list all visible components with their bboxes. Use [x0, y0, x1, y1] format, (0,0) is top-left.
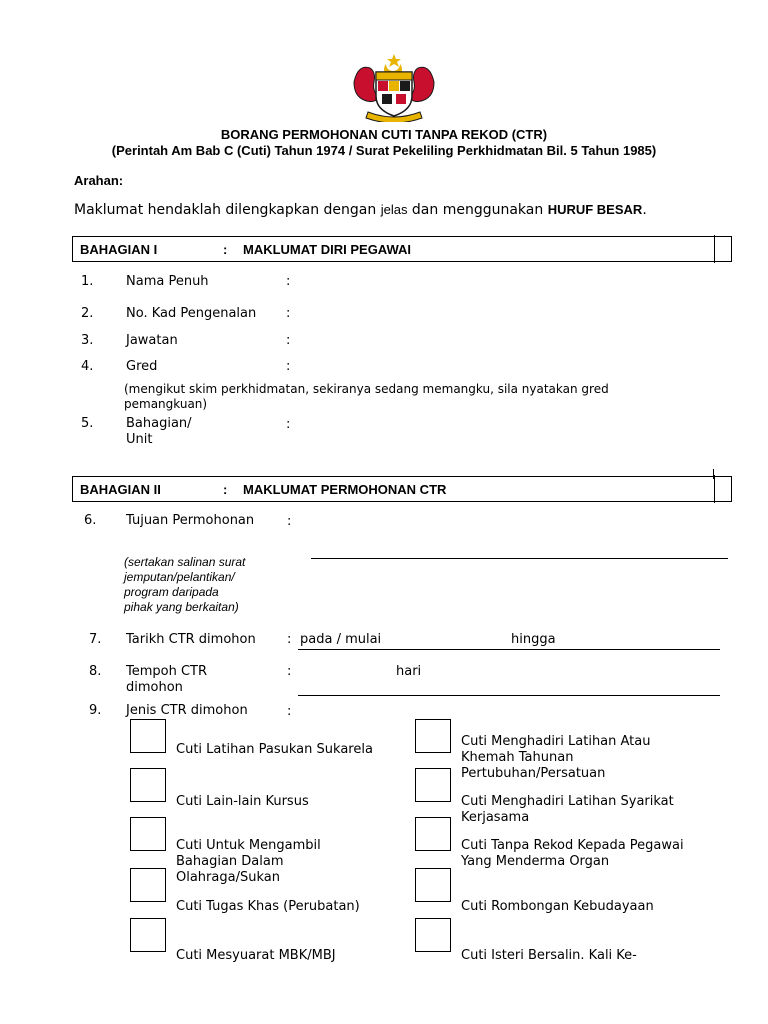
option-latihan-pasukan-sukarela: Cuti Latihan Pasukan Sukarela [176, 742, 373, 757]
q8-number: 8. [89, 664, 102, 679]
section-2-divider [714, 475, 715, 503]
instructions-heading: Arahan: [74, 173, 124, 188]
q8-label-line-2: dimohon [126, 680, 183, 695]
field-2-colon: : [286, 306, 291, 321]
field-5-label [126, 416, 192, 448]
section-2-header [72, 476, 732, 502]
q9-colon: : [287, 704, 292, 719]
q6-note-line-2: jemputan/pelantikan/ [124, 570, 235, 584]
field-5-label-line-2: Unit [126, 432, 153, 447]
gred-note-line-1: (mengikut skim perkhidmatan, sekiranya sedang memangku, sila nyatakan gred [124, 382, 609, 396]
option-latihan-khemah-tahunan [461, 734, 650, 782]
checkbox-olahraga-sukan[interactable] [130, 817, 166, 851]
field-3-label: Jawatan [126, 333, 178, 348]
instructions-text-after: . [642, 202, 647, 218]
option-latihan-khemah-tahunan-line-1: Cuti Menghadiri Latihan Atau [461, 734, 651, 749]
section-2-id: BAHAGIAN II [80, 482, 161, 497]
q6-colon: : [287, 514, 292, 529]
q8-label [126, 664, 207, 696]
q7-label: Tarikh CTR dimohon [126, 632, 256, 647]
checkbox-rombongan-kebudayaan[interactable] [415, 868, 451, 902]
option-derma-organ [461, 838, 684, 870]
q6-number: 6. [84, 513, 97, 528]
q7-answer-line[interactable] [298, 649, 720, 650]
field-5-number: 5. [81, 416, 94, 431]
instructions-emph-huruf-besar: HURUF BESAR [547, 202, 643, 217]
field-2-label: No. Kad Pengenalan [126, 306, 257, 321]
q6-note-line-1: (sertakan salinan surat [124, 555, 246, 569]
instructions-text [74, 202, 647, 218]
q6-note [124, 555, 245, 615]
q7-to-label: hingga [511, 632, 556, 647]
field-4-input[interactable] [298, 355, 718, 377]
section-1-colon: : [223, 242, 228, 257]
option-rombongan-kebudayaan: Cuti Rombongan Kebudayaan [461, 899, 654, 914]
field-2-input[interactable] [298, 302, 718, 324]
q7-from-label: pada / mulai [300, 632, 382, 647]
section-2-colon: : [223, 482, 228, 497]
q8-label-line-1: Tempoh CTR [126, 664, 208, 679]
checkbox-latihan-syarikat-kerjasama[interactable] [415, 768, 451, 802]
option-latihan-khemah-tahunan-line-3: Pertubuhan/Persatuan [461, 766, 606, 781]
q6-answer-line[interactable] [311, 558, 728, 559]
field-5-label-line-1: Bahagian/ [126, 416, 192, 431]
q6-note-line-4: pihak yang berkaitan) [124, 600, 239, 614]
form-title: BORANG PERMOHONAN CUTI TANPA REKOD (CTR) [220, 127, 548, 142]
field-5-colon: : [286, 417, 291, 432]
field-1-number: 1. [81, 274, 94, 289]
field-4-number: 4. [81, 359, 94, 374]
section-1-id: BAHAGIAN I [80, 242, 158, 257]
instructions-text-before: Maklumat hendaklah dilengkapkan dengan [74, 202, 381, 218]
option-derma-organ-line-1: Cuti Tanpa Rekod Kepada Pegawai [461, 838, 684, 853]
field-3-input[interactable] [298, 329, 718, 351]
instructions-emph-jelas: jelas [380, 202, 408, 217]
checkbox-isteri-bersalin[interactable] [415, 918, 451, 952]
checkbox-tugas-khas-perubatan[interactable] [130, 868, 166, 902]
option-tugas-khas-perubatan: Cuti Tugas Khas (Perubatan) [176, 899, 360, 914]
field-3-number: 3. [81, 333, 94, 348]
q6-label: Tujuan Permohonan [126, 513, 255, 528]
field-3-colon: : [286, 333, 291, 348]
field-5-input[interactable] [298, 413, 718, 435]
field-1-label: Nama Penuh [126, 274, 209, 289]
option-isteri-bersalin: Cuti Isteri Bersalin. Kali Ke- [461, 948, 637, 963]
option-latihan-syarikat-kerjasama-line-2: Kerjasama [461, 810, 530, 825]
q7-number: 7. [89, 632, 102, 647]
q6-note-line-3: program daripada [124, 585, 219, 599]
section-1-header [72, 236, 732, 262]
option-olahraga-sukan-line-3: Olahraga/Sukan [176, 870, 280, 885]
section-1-divider [714, 235, 715, 263]
option-lain-lain-kursus: Cuti Lain-lain Kursus [176, 794, 309, 809]
option-olahraga-sukan-line-1: Cuti Untuk Mengambil [176, 838, 321, 853]
form-subtitle: (Perintah Am Bab C (Cuti) Tahun 1974 / Surat Pekeliling Perkhidmatan Bil. 5 Tahun 1985) [111, 143, 657, 158]
option-latihan-syarikat-kerjasama-line-1: Cuti Menghadiri Latihan Syarikat [461, 794, 674, 809]
q8-answer-line[interactable] [298, 695, 720, 696]
gred-note-line-2: pemangkuan) [124, 397, 208, 411]
instructions-text-middle: dan menggunakan [407, 202, 548, 218]
field-2-number: 2. [81, 306, 94, 321]
option-mesyuarat-mbk-mbj: Cuti Mesyuarat MBK/MBJ [176, 948, 336, 963]
q8-colon: : [287, 664, 292, 679]
option-olahraga-sukan-line-2: Bahagian Dalam [176, 854, 284, 869]
option-latihan-syarikat-kerjasama [461, 794, 674, 826]
field-4-colon: : [286, 359, 291, 374]
checkbox-derma-organ[interactable] [415, 817, 451, 851]
q7-colon: : [287, 632, 292, 647]
option-derma-organ-line-2: Yang Menderma Organ [461, 854, 610, 869]
q8-unit-label: hari [396, 664, 422, 679]
checkbox-latihan-khemah-tahunan[interactable] [415, 719, 451, 753]
field-4-label: Gred [126, 359, 158, 374]
coat-of-arms-icon [348, 52, 440, 122]
q9-number: 9. [89, 703, 102, 718]
gred-note [124, 382, 609, 412]
field-1-input[interactable] [298, 270, 718, 292]
field-1-colon: : [286, 274, 291, 289]
section-1-title: MAKLUMAT DIRI PEGAWAI [243, 242, 412, 257]
option-latihan-khemah-tahunan-line-2: Khemah Tahunan [461, 750, 574, 765]
checkbox-latihan-pasukan-sukarela[interactable] [130, 719, 166, 753]
checkbox-mesyuarat-mbk-mbj[interactable] [130, 918, 166, 952]
q9-label: Jenis CTR dimohon [126, 703, 248, 718]
checkbox-lain-lain-kursus[interactable] [130, 768, 166, 802]
section-2-title: MAKLUMAT PERMOHONAN CTR [243, 482, 447, 497]
option-olahraga-sukan [176, 838, 321, 886]
